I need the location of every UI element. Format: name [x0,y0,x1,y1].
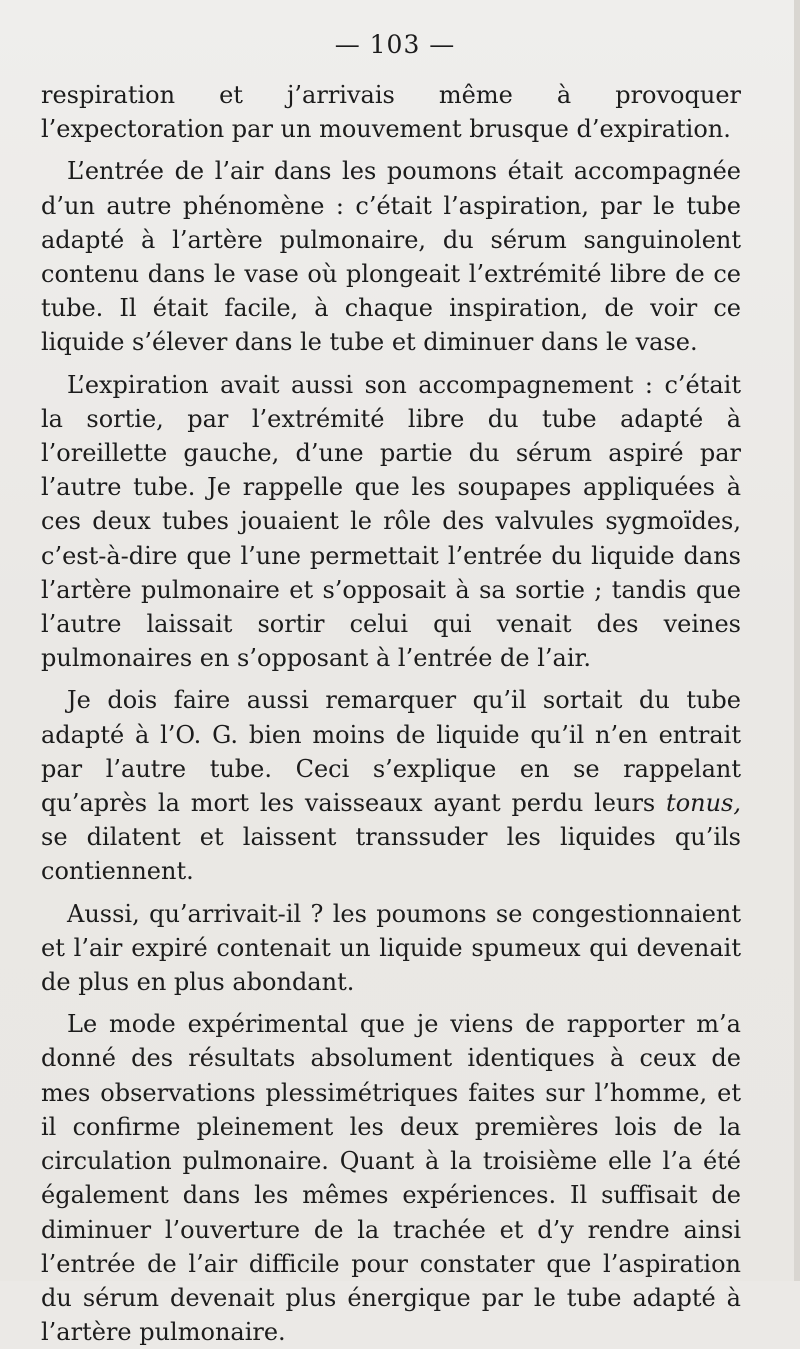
paragraph-4-text-after: se dilatent et laissent transsuder les liquides qu’ils contiennent. [41,823,741,886]
paragraph-4 [41,683,741,888]
paragraph-1-text: respiration et j’arrivais même à provoquer l’expectoration par un mouvement brusque d’expiration. [41,81,741,144]
paragraph-3 [41,368,741,676]
paragraph-6-text: Le mode expérimental que je viens de rapporter m’a donné des résultats absolument identiques à ceux de mes observations plessimétriques faites sur l’homme, et il confirme pleinement les deux premières lois de la circulation pulmonaire. Quant à la troisième elle l’a été également dans les mêmes expériences. Il suffisait de diminuer l’ouverture de la trachée et d’y rendre ainsi l’entrée de l’air difficile pour constater que l’aspiration du sérum devenait plus énergique par le tube adapté à l’artère pulmonaire. [41,1010,741,1347]
page-edge-shadow [794,0,800,1281]
paragraph-4-text-before: Je dois faire aussi remarquer qu’il sortait du tube adapté à l’O. G. bien moins de liquide qu’il n’en entrait par l’autre tube. Ceci s’explique en se rappelant qu’après la mort les vaisseaux ayant perdu leurs [41,686,741,818]
body-text [41,78,741,1349]
paragraph-6 [41,1007,741,1349]
paragraph-5 [41,897,741,1000]
paragraph-2 [41,154,741,359]
paragraph-3-text: L’expiration avait aussi son accompagnement : c’était la sortie, par l’extrémité libre du tube adapté à l’oreillette gauche, d’une partie du sérum aspiré par l’autre tube. Je rappelle que les soupapes appliquées à ces deux tubes jouaient le rôle des valvules sygmoïdes, c’est-à-dire que l’une permettait l’entrée du liquide dans l’artère pulmonaire et s’opposait à sa sortie ; tandis que l’autre laissait sortir celui qui venait des veines pulmonaires en s’opposant à l’entrée de l’air. [41,370,741,673]
paragraph-4-italic-word: tonus, [666,789,741,818]
paragraph-5-text: Aussi, qu’arrivait-il ? les poumons se congestionnaient et l’air expiré contenait un liquide spumeux qui devenait de plus en plus abondant. [41,899,741,997]
page-number: — 103 — [334,30,456,59]
paragraph-2-text: L’entrée de l’air dans les poumons était accompagnée d’un autre phénomène : c’était l’aspiration, par le tube adapté à l’artère pulmonaire, du sérum sanguinolent contenu dans le vase où plongeait l’extrémité libre de ce tube. Il était facile, à chaque inspiration, de voir ce liquide s’élever dans le tube et diminuer dans le vase. [41,157,741,357]
paragraph-1 [41,78,741,146]
